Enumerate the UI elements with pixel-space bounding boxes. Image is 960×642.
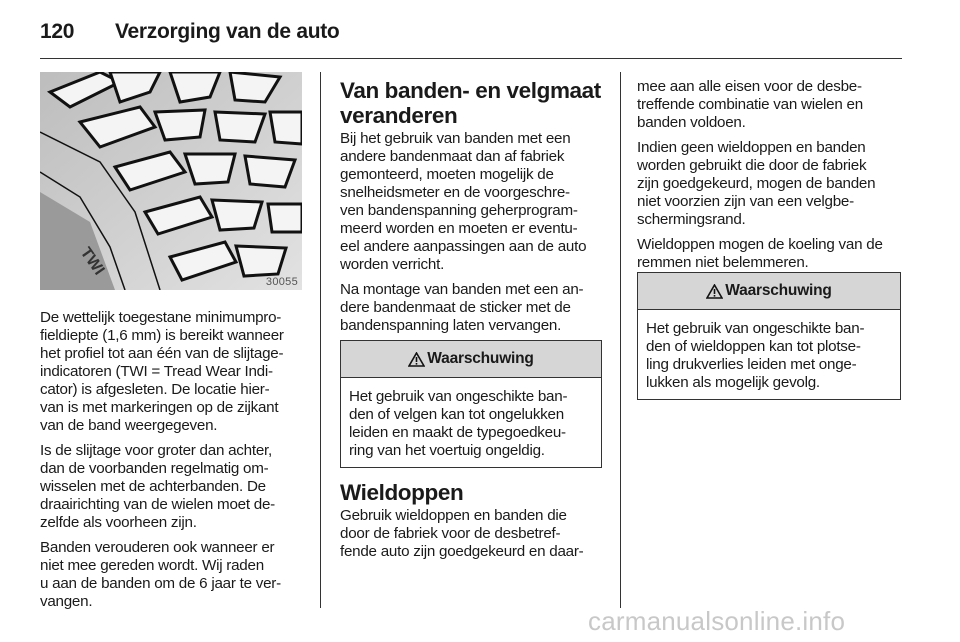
column-divider xyxy=(320,72,321,608)
paragraph: Wieldoppen mogen de koeling van de remmen niet belemmeren. xyxy=(637,236,883,271)
warning-box xyxy=(340,340,602,468)
section-heading: Wieldoppen xyxy=(340,480,464,505)
warning-text: Het gebruik van ongeschikte ban- den of wieldoppen kan tot plotse- ling drukverlies leiden met onge- lukken als mogelijk gevolg. xyxy=(646,320,865,391)
header-rule xyxy=(40,58,902,59)
watermark: carmanualsonline.info xyxy=(588,606,846,636)
warning-triangle-icon xyxy=(706,284,723,299)
paragraph: Na montage van banden met een an- dere bandenmaat de sticker met de bandenspanning laten vervangen. xyxy=(340,281,584,334)
paragraph: Gebruik wieldoppen en banden die door de fabriek voor de desbetref- fende auto zijn goedgekeurd en daar- xyxy=(340,507,584,560)
page-number: 120 xyxy=(40,20,75,43)
warning-header xyxy=(638,273,900,310)
warning-title: Waarschuwing xyxy=(427,350,534,367)
warning-text: Het gebruik van ongeschikte ban- den of velgen kan tot ongelukken leiden en maakt de typegoedkeu- ring van het voertuig ongeldig. xyxy=(349,388,568,459)
column-3-text xyxy=(637,78,907,279)
warning-header xyxy=(341,341,601,378)
paragraph: Is de slijtage voor groter dan achter, dan de voorbanden regelmatig om- wisselen met de achterbanden. De draairichting van de wielen moet de- zelfde als voorheen zijn. xyxy=(40,442,275,531)
tire-tread-drawing xyxy=(40,72,302,290)
image-code: 30055 xyxy=(265,276,298,288)
paragraph: Indien geen wieldoppen en banden worden gebruikt die door de fabriek zijn goedgekeurd, mogen de banden niet voorzien zijn van een velgbe- schermingsrand. xyxy=(637,139,876,228)
warning-triangle-icon xyxy=(408,352,425,367)
column-divider xyxy=(620,72,621,608)
paragraph: De wettelijk toegestane minimumpro- fieldiepte (1,6 mm) is bereikt wanneer het profiel tot aan één van de slijtage- indicatoren (TWI = Tread Wear Indi- cator) is afgesleten. De locatie hier- van is met markeringen op de zijkant van de band weergegeven. xyxy=(40,309,284,434)
warning-box xyxy=(637,272,901,400)
column-2-lower-text xyxy=(340,480,605,568)
paragraph: mee aan alle eisen voor de desbe- treffende combinatie van wielen en banden voldoen. xyxy=(637,78,863,131)
paragraph: Bij het gebruik van banden met een andere bandenmaat dan af fabriek gemonteerd, moeten mogelijk de snelheidsmeter en de voorgeschre- ven bandenspanning geherprogram- meerd worden en moeten er eventu- eel andere aanpassingen aan de auto worden verricht. xyxy=(340,130,587,273)
warning-title: Waarschuwing xyxy=(725,282,832,299)
page-title: Verzorging van de auto xyxy=(115,20,340,43)
paragraph: Banden verouderen ook wanneer er niet mee gereden wordt. Wij raden u aan de banden om de 6 jaar te ver- vangen. xyxy=(40,539,281,610)
column-1-text xyxy=(40,309,305,618)
twi-label: TWI xyxy=(76,244,108,279)
page-header xyxy=(40,16,902,60)
column-2-text xyxy=(340,78,605,342)
tire-tread-illustration xyxy=(40,72,302,290)
section-heading: Van banden- en velgmaat veranderen xyxy=(340,78,601,128)
